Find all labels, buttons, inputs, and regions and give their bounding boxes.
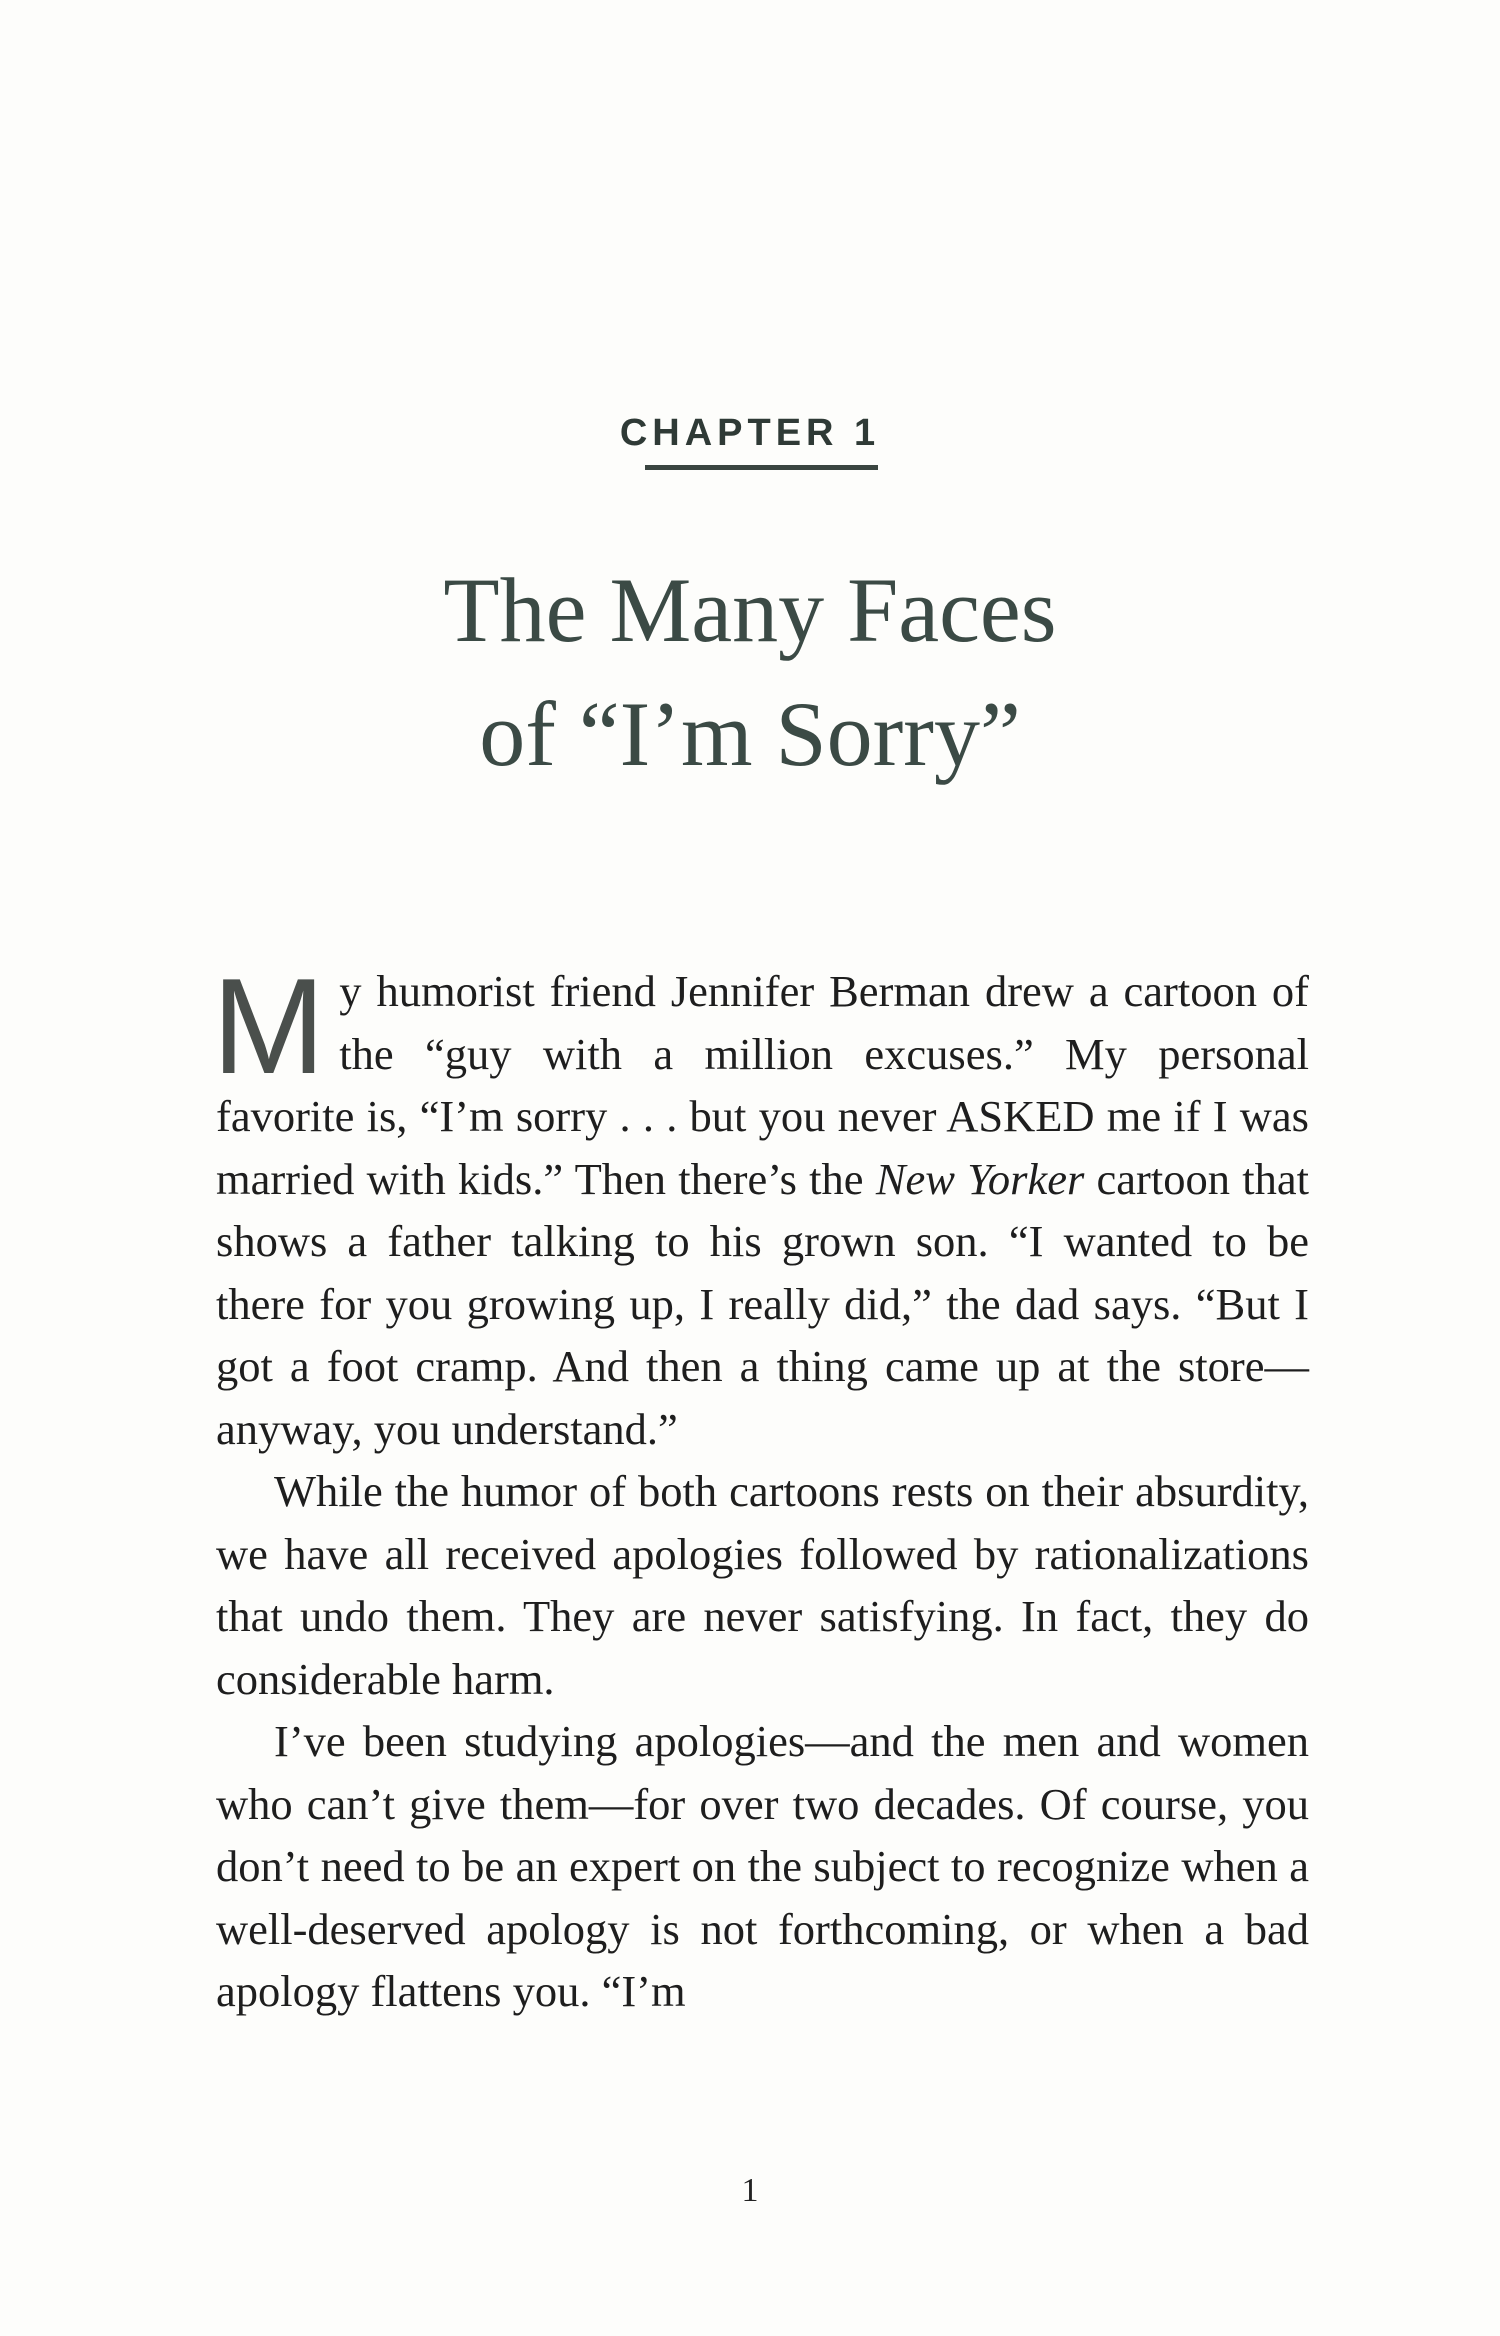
paragraph-2: While the humor of both cartoons rests on their absurdity, we have all received apologies followed by rationalizations that undo them. They are never satisfying. In fact, they do considerable harm. [216,1466,1309,1704]
body-text [212,950,1309,2023]
chapter-underline [645,465,878,470]
chapter-label: CHAPTER 1 [619,412,881,454]
chapter-title-line-2: of “I’m Sorry” [479,683,1021,785]
drop-cap: M [212,950,326,1102]
paragraph-1 [212,950,1309,1460]
chapter-title [0,548,1500,796]
paragraph-1-part-2: cartoon that shows a father talking to his grown son. “I wanted to be there for you growing up, I really did,” the dad says. “But I got a foot cramp. And then a thing came up at the store—anyway, you understand.” [216,1153,1309,1454]
page-number: 1 [741,2172,759,2209]
publication-title: New Yorker [875,1153,1085,1204]
paragraph-3: I’ve been studying apologies—and the men and women who can’t give them—for over two decades. Of course, you don’t need to be an expert on the subject to recognize when a well-deserved apology is not forthcoming, or when a bad apology flattens you. “I’m [216,1716,1309,2016]
paragraph-1-part-1: y humorist friend Jennifer Berman drew a cartoon of the “guy with a million excuses.” My personal favorite is, “I’m sorry . . . but you never ASKED me if I was married with kids.” Then there’s the [216,966,1309,1204]
chapter-title-line-1: The Many Faces [443,559,1057,661]
